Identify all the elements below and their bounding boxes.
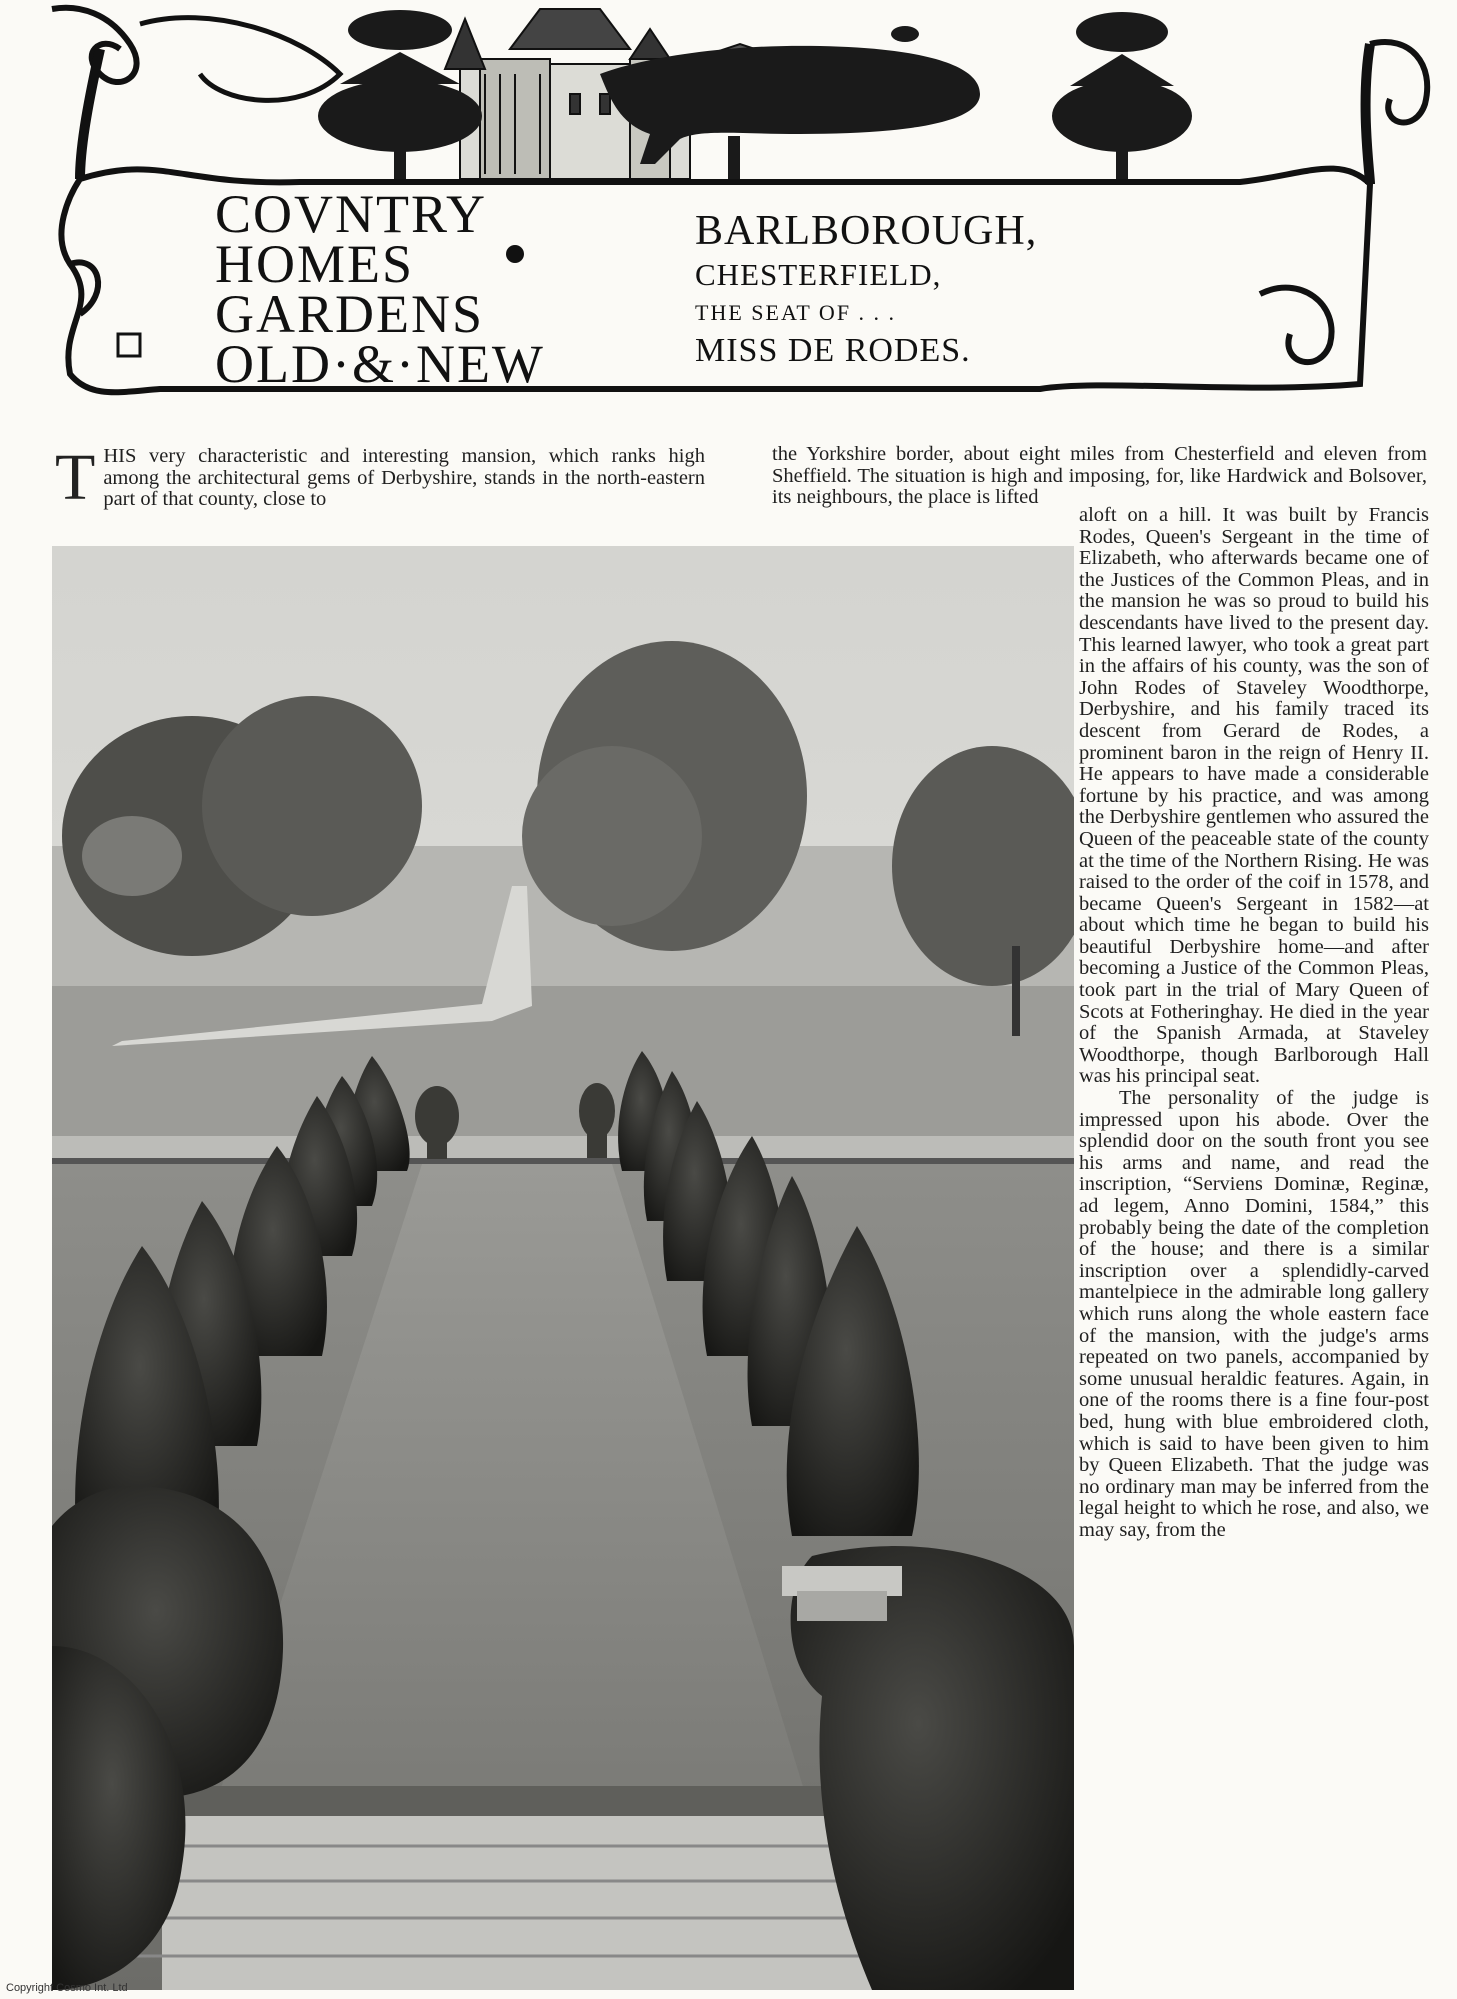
drop-cap: T — [55, 441, 96, 514]
masthead-line: COVNTRY — [215, 184, 488, 244]
county-title: CHESTERFIELD, — [695, 257, 942, 292]
header-banner — [40, 4, 1440, 414]
masthead-line: GARDENS — [215, 284, 485, 344]
paragraph: aloft on a hill. It was built by Francis Rodes, Queen's Sergeant in the time of Elizabeth, who afterwards became one of the Justices of the Common Pleas, and in the mansion he was so proud to build his descendants have lived to the present day. This learned lawyer, who took a great part in the affairs of his county, was the son of John Rodes of Staveley Woodthorpe, Derbyshire, and his family traced its descent from Gerard de Rodes, a prominent baron in the reign of Henry II. He appears to have made a considerable fortune by his practice, and was among the Derbyshire gentlemen who assured the Queen of the peaceable state of the county at the time of the Northern Rising. He was raised to the order of the coif in 1578, and became Queen's Sergeant in 1582—at about which time he began to build his beautiful Derbyshire home—and after becoming a Justice of the Common Pleas, took part in the trial of Mary Queen of Scots at Fotheringhay. He died in the year of the Spanish Armada, at Staveley Woodthorpe, though Barlborough Hall was his principal seat. — [1079, 504, 1429, 1088]
garden-photograph — [52, 546, 1074, 1990]
series-masthead — [215, 184, 635, 394]
owner-title: MISS DE RODES. — [695, 332, 971, 369]
article-column-right-top: the Yorkshire border, about eight miles from Chesterfield and eleven from Sheffield. The situation is high and imposing, for, like Hardwick and Bolsover, its neighbours, the place is lifted — [772, 443, 1427, 509]
article-column-narrow — [1079, 505, 1429, 1542]
masthead-line: OLD·&·NEW — [215, 334, 545, 394]
feature-title-block — [695, 207, 1215, 371]
copyright-credit: Copyright Cosmo Int. Ltd — [6, 1982, 128, 1994]
masthead-line: HOMES — [215, 234, 415, 294]
paragraph: The personality of the judge is impressed upon his abode. Over the splendid door on the south front you see his arms and name, and read the inscription, “Serviens Dominæ, Reginæ, ad legem, Anno Domini, 1584,” this probably being the date of the completion of the house; and there is a similar inscription over a splendidly-carved mantelpiece in the admirable long gallery which runs along the whole eastern face of the mansion, with the judge's arms repeated on two panels, accompanied by some unusual heraldic features. Again, in one of the rooms there is a fine four-post bed, hung with blue embroidered cloth, which is said to have been given to him by Queen Elizabeth. That the judge was no ordinary man may be inferred from the legal height to which he rose, and also, we may say, from the — [1079, 1087, 1429, 1541]
topiary-avenue-photo — [52, 546, 1074, 1990]
topiary-right — [1052, 12, 1192, 179]
article-intro — [55, 441, 705, 514]
seat-label: THE SEAT OF . . . — [695, 300, 897, 325]
place-title: BARLBOROUGH, — [695, 208, 1038, 254]
intro-text: HIS very characteristic and interesting mansion, which ranks high among the architectural gems of Derbyshire, stands in the north-eastern part of that county, close to — [103, 445, 705, 511]
